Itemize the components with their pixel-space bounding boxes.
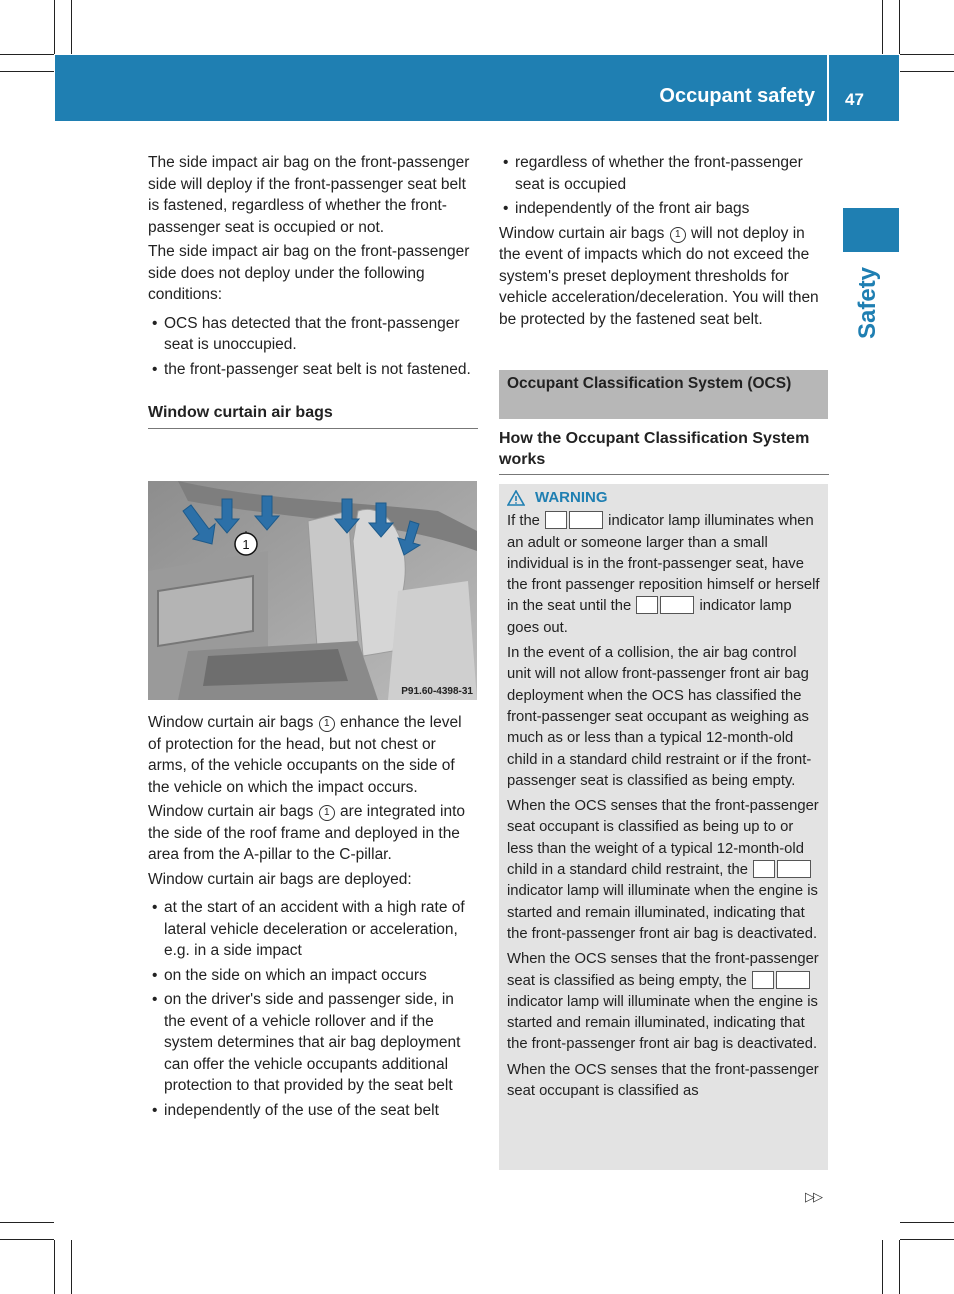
list-item: • on the driver's side and passenger side, in the event of a vehicle rollover and if the system determines that air bag deployment can offer the vehicle occupants additional protection to that provided by the seat belt — [148, 989, 478, 1097]
window-curtain-airbag-illustration — [148, 481, 477, 700]
paragraph: Window curtain air bags 1 are integrated into the side of the roof frame and deployed in the area from the A-pillar to the C-pillar. — [148, 803, 465, 863]
passenger-seat-icon — [545, 511, 567, 529]
warning-triangle-icon — [507, 490, 525, 506]
pass-airbag-off-icon — [569, 511, 603, 529]
paragraph: Window curtain air bags 1 enhance the level of protection for the head, but not chest or arms, of the vehicle occupants on the side of the vehicle on which the impact occurs. — [148, 714, 462, 796]
pass-airbag-off-icon — [777, 860, 811, 878]
crop-mark — [54, 0, 55, 54]
crop-mark — [0, 54, 54, 55]
warning-header — [507, 487, 823, 508]
paragraph: When the OCS senses that the front-passenger seat occupant is classified as — [507, 1061, 819, 1100]
crop-mark — [900, 1239, 954, 1240]
warning-box — [499, 484, 828, 1170]
callout-ref: 1 — [319, 716, 335, 732]
paragraph: The side impact air bag on the front-passenger side does not deploy under the following conditions: — [148, 243, 470, 303]
ocs-subheading-block — [499, 428, 829, 475]
section-title: Occupant safety — [659, 85, 815, 107]
crop-mark — [899, 1240, 900, 1294]
list-item: • independently of the use of the seat belt — [148, 1100, 478, 1122]
crop-mark — [900, 1222, 954, 1223]
crop-mark — [0, 71, 54, 72]
paragraph: When the OCS senses that the front-passenger seat is classified as being empty, the indicator lamp will illuminate when the engine is started and remain illuminated, indicating that the front-passenger front air bag is deactivated. — [507, 951, 819, 1053]
list-item: • regardless of whether the front-passenger seat is occupied — [499, 152, 829, 195]
crop-mark — [0, 1239, 54, 1240]
list-item: • at the start of an accident with a high rate of lateral vehicle deceleration or acceleration, e.g. in a side impact — [148, 897, 478, 962]
subheading: How the Occupant Classification System works — [499, 430, 810, 468]
header-bar — [55, 55, 899, 121]
header-divider — [827, 55, 829, 121]
car-interior-image — [148, 481, 477, 700]
paragraph: The side impact air bag on the front-passenger side will deploy if the front-passenger seat belt is fastened, regardless of whether the front-passenger seat is occupied or not. — [148, 154, 470, 236]
crop-mark — [71, 1240, 72, 1294]
side-tab — [843, 208, 899, 252]
paragraph: Window curtain air bags are deployed: — [148, 870, 412, 888]
ocs-title: Occupant Classification System (OCS) — [507, 375, 792, 392]
pass-airbag-off-icon — [776, 971, 810, 989]
crop-mark — [899, 0, 900, 54]
left-column — [148, 152, 478, 429]
list-item: • on the side on which an impact occurs — [148, 965, 478, 987]
left-column-lower — [148, 712, 478, 1124]
continue-arrows-icon: ▷▷ — [805, 1189, 821, 1204]
passenger-seat-icon — [753, 860, 775, 878]
crop-mark — [54, 1240, 55, 1294]
paragraph: Window curtain air bags 1 will not deploy in the event of impacts which do not exceed the system's preset deployment thresholds for vehicle acceleration/deceleration. You will then be protected by the fastened seat belt. — [499, 224, 819, 328]
section-heading: Window curtain air bags — [148, 404, 333, 421]
list-item: • OCS has detected that the front-passenger seat is unoccupied. — [148, 313, 478, 356]
paragraph: If the indicator lamp illuminates when an adult or someone larger than a small individual is in the front-passenger seat, have the front passenger reposition himself or herself in the seat until the indicator lamp goes out. — [507, 513, 820, 636]
passenger-seat-icon — [636, 596, 658, 614]
crop-mark — [71, 0, 72, 54]
paragraph: When the OCS senses that the front-passenger seat occupant is classified as being up to or less than the weight of a typical 12-month-old child in a standard child restraint, the indicator lamp will illuminate when the engine is started and remain illuminated, indicating that the front-passenger front air bag is deactivated. — [507, 798, 819, 942]
crop-mark — [0, 1222, 54, 1223]
crop-mark — [900, 71, 954, 72]
passenger-seat-icon — [752, 971, 774, 989]
callout-ref: 1 — [670, 227, 686, 243]
warning-title: WARNING — [535, 489, 608, 506]
photo-callout: 1 — [242, 537, 250, 552]
callout-ref: 1 — [319, 805, 335, 821]
pass-airbag-off-icon — [660, 596, 694, 614]
page-number: 47 — [845, 90, 864, 109]
warning-content — [507, 487, 823, 1106]
crop-mark — [900, 54, 954, 55]
paragraph: In the event of a collision, the air bag control unit will not allow front-passenger front air bag deployment when the OCS has classified the front-passenger seat occupant as weighing as much as or less than a typical 12-month-old child in a standard child restraint or if the front-passenger seat is classified as being empty. — [507, 645, 812, 789]
list-item: • independently of the front air bags — [499, 198, 829, 220]
list-item: • the front-passenger seat belt is not fastened. — [148, 359, 478, 381]
right-column — [499, 152, 829, 333]
ocs-title-box — [499, 370, 828, 419]
crop-mark — [882, 1240, 883, 1294]
side-tab-label: Safety — [854, 266, 881, 339]
crop-mark — [882, 0, 883, 54]
photo-code: P91.60-4398-31 — [401, 686, 473, 697]
heading-rule — [499, 474, 829, 475]
heading-rule — [148, 428, 478, 429]
